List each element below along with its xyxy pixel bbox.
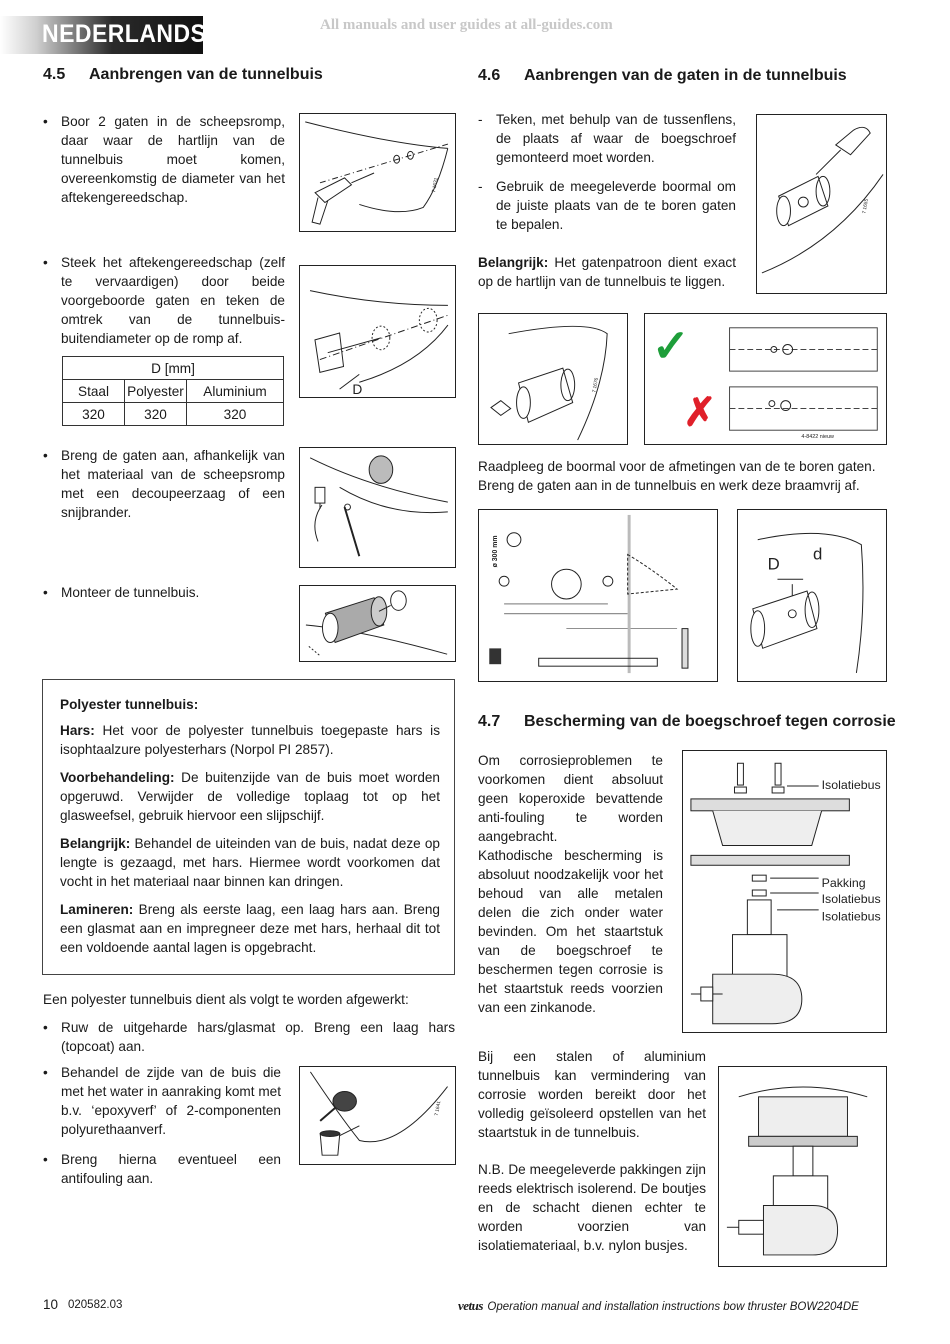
template-on-tube-figure (478, 313, 628, 445)
list-item: • Monteer de tunnelbuis. (43, 583, 285, 602)
section-4-6-heading (478, 67, 847, 85)
page-number: 10 (43, 1297, 59, 1312)
alignment-check-figure (644, 313, 887, 445)
label-isolatiebus-top: Isolatiebus (821, 778, 881, 793)
consult-paragraph: Raadpleeg de boormal voor de afmetingen van de te boren gaten. Breng de gaten aan in de tunnelbuis en werk deze braamvrij af. (478, 459, 876, 493)
section-4-7-heading (478, 713, 896, 731)
language-tab (0, 16, 207, 54)
section-number: 4.6 (478, 67, 501, 84)
label-isolatiebus-bottom: Isolatiebus (821, 909, 881, 924)
check-icon: ✓ (651, 320, 690, 372)
manual-title: Operation manual and installation instructions bow thruster BOW2204DE (487, 1301, 859, 1313)
template-diameter: ø 300 mm (492, 535, 500, 568)
bullet-text: Boor 2 gaten in de scheepsromp, daar waar de hartlijn van de tunnelbuis moet komen, overeenkomstig de diameter van het aftekengereedschap. (61, 114, 285, 205)
important-note: Belangrijk: Het gatenpatroon dient exact op de hartlijn van de tunnelbuis te liggen. (478, 255, 736, 289)
polyester-tube-box (42, 679, 455, 975)
col-polyester: Polyester (125, 380, 187, 403)
col-aluminium: Aluminium (187, 380, 284, 403)
bullet-text: Behandel de zijde van de buis die met het water in aanraking komt met b.v. ‘epoxyverf’ of 2-componenten polyurethaanverf. (61, 1065, 281, 1137)
list-item: • Boor 2 gaten in de scheepsromp, daar waar de hartlijn van de tunnelbuis moet komen, overeenkomstig de diameter van het aftekengereedschap. (43, 114, 285, 205)
list-item: - Gebruik de meegeleverde boormal om de juiste plaats van de te boren gaten te bepalen. (478, 179, 736, 232)
bullet-text: Teken, met behulp van de tussenflens, de plaats af waar de boegschroef gemonteerd moet worden. (496, 112, 736, 165)
marking-tool-figure (299, 265, 456, 398)
drill-hull-figure (299, 113, 456, 232)
bullet-text: Ruw de uitgeharde hars/glasmat op. Breng een laag hars (topcoat) aan. (61, 1020, 455, 1054)
box-paragraph: Belangrijk: Behandel de uiteinden van de buis, nadat deze op lengte is gezaagd, met hars. Hiermee wordt voorkomen dat vocht in het materiaal naar binnen kan dringen. (60, 836, 440, 889)
bullet-text: Breng de gaten aan, afhankelijk van het materiaal van de scheepsromp met een decoupeerzaag of een snijbrander. (61, 448, 285, 520)
footer-title (458, 1297, 859, 1315)
svg-text:7 1655: 7 1655 (862, 198, 870, 215)
list-item: • Ruw de uitgeharde hars/glasmat op. Breng een laag hars (topcoat) aan. (43, 1020, 455, 1054)
watermark: All manuals and user guides at all-guides.com (320, 17, 613, 33)
label-isolatiebus-mid: Isolatiebus (821, 891, 881, 906)
dimension-label-d: D (352, 382, 363, 397)
list-item: • Steek het aftekengereedschap (zelf te vervaardigen) door beide voorgeboorde gaten en teken de omtrek van de tunnelbuis-buitendiameter op de romp af. (43, 255, 285, 346)
painting-figure (299, 1066, 456, 1165)
table-header: D [mm] (63, 357, 284, 380)
box-paragraph: Voorbehandeling: De buitenzijde van de buis moet worden opgeruwd. Verwijder de volledige toplaag tot op het glasweefsel, gebruik hiervoor een slijpschijf. (60, 770, 440, 823)
svg-text:7 1676: 7 1676 (592, 377, 600, 394)
value-polyester: 320 (125, 403, 187, 426)
cross-icon: ✗ (683, 390, 717, 435)
svg-text:7 1641: 7 1641 (434, 1100, 443, 1117)
document-code: 020582.03 (68, 1299, 123, 1311)
figure-ref: 4-8422 nieuw (801, 434, 834, 441)
bullet-text: Steek het aftekengereedschap (zelf te vervaardigen) door beide voorgeboorde gaten en teken de omtrek van de tunnelbuis-buitendiameter op de romp af. (61, 255, 285, 346)
box-paragraph: Hars: Het voor de polyester tunnelbuis toegepaste hars is isophtaalzure polyesterhars (Norpol PI 2857). (60, 723, 440, 757)
section-4-5-heading (43, 66, 323, 84)
list-item: • Breng de gaten aan, afhankelijk van het materiaal van de scheepsromp met een decoupeerzaag of een snijbrander. (43, 448, 285, 520)
box-paragraph: Lamineren: Breng als eerste laag, een laag hars aan. Breng een glasmat aan en impregneer deze met hars, herhaal dit tot een voldoende aantal lagen is opgebracht. (60, 902, 440, 955)
finish-intro: Een polyester tunnelbuis dient als volgt te worden afgewerkt: (43, 992, 409, 1007)
language-label: NEDERLANDS (42, 20, 207, 48)
col-staal: Staal (63, 380, 125, 403)
section-title: Aanbrengen van de tunnelbuis (89, 66, 323, 83)
section-title: Aanbrengen van de gaten in de tunnelbuis (524, 67, 847, 84)
section-number: 4.7 (478, 713, 501, 730)
svg-text:7 1631: 7 1631 (432, 177, 440, 194)
drilling-template-figure (478, 509, 718, 682)
steel-tube-paragraph: Bij een stalen of aluminium tunnelbuis kan vermindering van corrosie worden bereikt door het volledig geïsoleerd opstellen van het staartstuk in de tunnelbuis. (478, 1049, 706, 1140)
value-staal: 320 (63, 403, 125, 426)
list-item: • Breng hierna eventueel een antifouling aan. (43, 1152, 281, 1186)
bullet-text: Monteer de tunnelbuis. (61, 585, 200, 600)
bullet-text: Breng hierna eventueel een antifouling aan. (61, 1152, 281, 1186)
note-paragraph: N.B. De meegeleverde pakkingen zijn reeds elektrisch isolerend. De boutjes en de schacht dienen echter te worden voorzien van isolatiemateriaal, b.v. nylon busjes. (478, 1162, 706, 1253)
corrosion-paragraph: Om corrosieproblemen te voorkomen dient absoluut geen koperoxide bevattende anti-fouling te worden aangebracht. Kathodische bescherming is absoluut noodzakelijk voor het behoud van alle metalen delen die zich onder water bevinden. Om het staartstuk van de boegschroef te beschermen tegen corrosie is het staartstuk reeds voorzien van een zinkanode. (478, 753, 663, 1015)
label-small-d: d (812, 544, 823, 564)
diameter-table (62, 356, 284, 426)
brand-logo: vetus (458, 1298, 483, 1313)
list-item: - Teken, met behulp van de tussenflens, de plaats af waar de boegschroef gemonteerd moet worden. (478, 112, 736, 165)
label-pakking: Pakking (821, 876, 866, 891)
isolated-tailpiece-diagram (718, 1066, 887, 1267)
cutting-tools-figure (299, 447, 456, 568)
section-number: 4.5 (43, 66, 66, 83)
box-title: Polyester tunnelbuis: (60, 697, 199, 712)
label-big-d: D (767, 554, 780, 574)
insulation-diagram (682, 750, 887, 1033)
hole-dimensions-figure (737, 509, 887, 682)
section-title: Bescherming van de boegschroef tegen corrosie (524, 713, 896, 730)
mark-flange-figure (756, 114, 887, 294)
value-aluminium: 320 (187, 403, 284, 426)
bullet-text: Gebruik de meegeleverde boormal om de juiste plaats van de te boren gaten te bepalen. (496, 179, 736, 232)
list-item: • Behandel de zijde van de buis die met het water in aanraking komt met b.v. ‘epoxyverf’ of 2-componenten polyurethaanverf. (43, 1065, 281, 1137)
tube-insert-figure (299, 585, 456, 662)
